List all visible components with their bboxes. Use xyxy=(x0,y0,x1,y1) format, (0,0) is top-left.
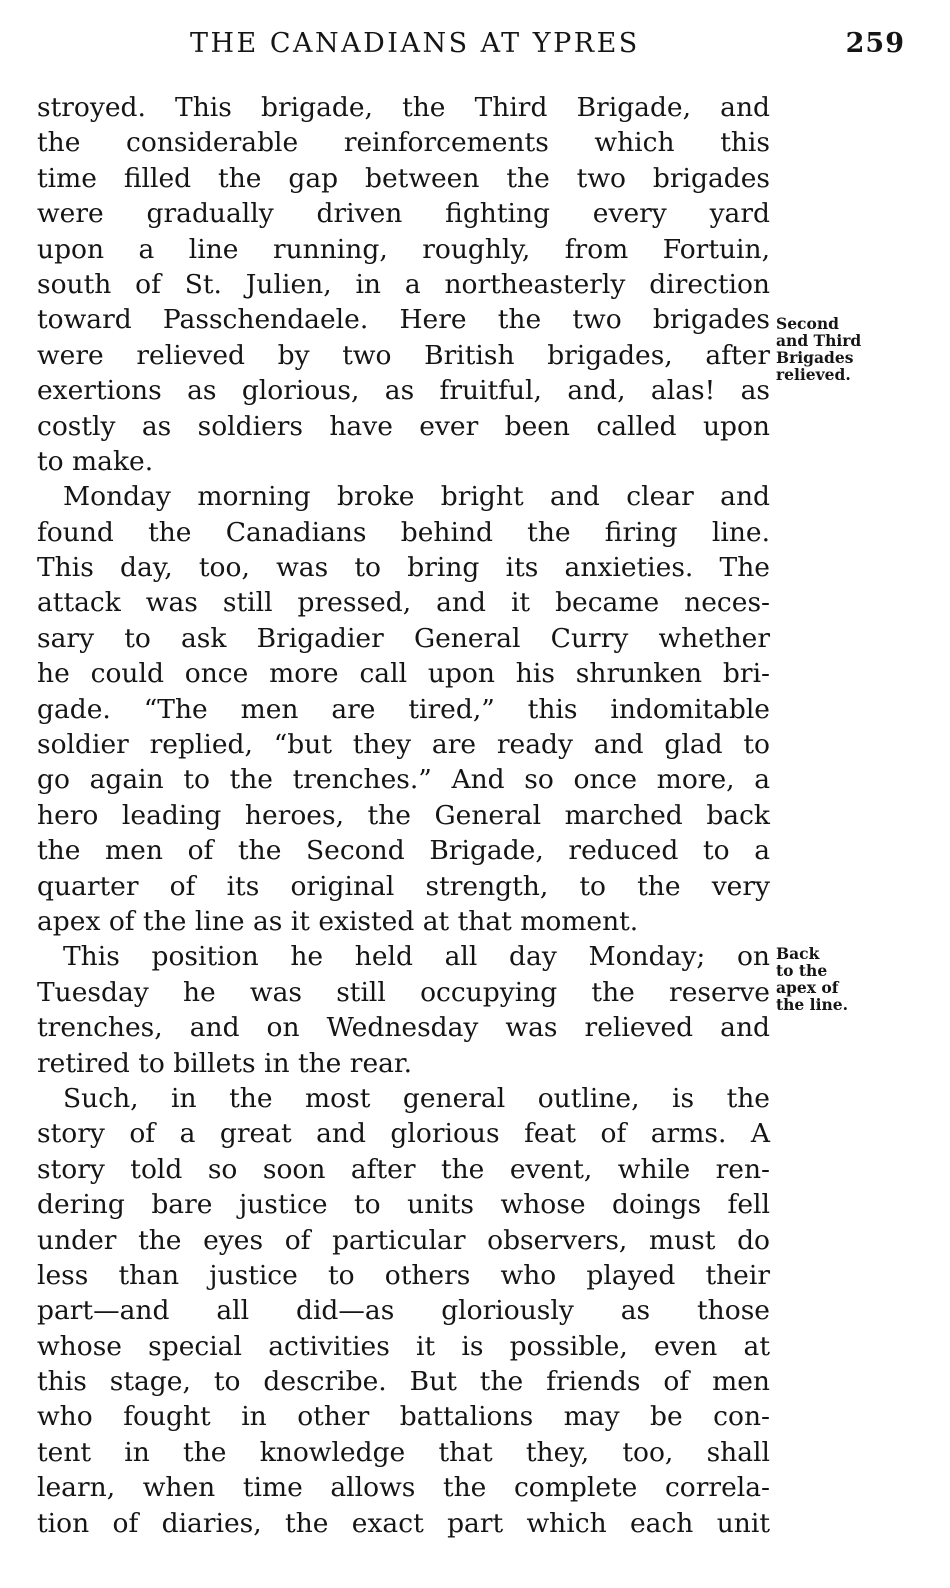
margin-note-line: Brigades xyxy=(776,348,854,367)
text-line: Monday morning broke bright and clear and xyxy=(63,481,770,513)
text-line: retired to billets in the rear. xyxy=(37,1047,413,1079)
paragraph xyxy=(37,1081,770,1541)
text-line: dering bare justice to units whose doings fell xyxy=(37,1189,770,1221)
page-number: 259 xyxy=(845,28,905,59)
text-line: were relieved by two British brigades, after xyxy=(37,339,770,371)
text-line: gade. “The men are tired,” this indomitable xyxy=(37,693,770,725)
text-line: This day, too, was to bring its anxieties. The xyxy=(37,552,770,584)
text-line: toward Passchendaele. Here the two brigades xyxy=(37,304,770,336)
text-line: who fought in other battalions may be con- xyxy=(37,1401,770,1433)
paragraph xyxy=(37,939,770,1081)
text-line: Such, in the most general outline, is the xyxy=(63,1082,770,1114)
margin-note-line: and Third xyxy=(776,331,862,350)
text-line: tent in the knowledge that they, too, shall xyxy=(37,1436,770,1468)
text-line: found the Canadians behind the firing line. xyxy=(37,516,770,548)
page-header xyxy=(190,28,905,64)
text-line: trenches, and on Wednesday was relieved and xyxy=(37,1012,770,1044)
text-line: the men of the Second Brigade, reduced to a xyxy=(37,835,770,867)
text-line: south of St. Julien, in a northeasterly direction xyxy=(37,268,770,300)
text-line: part—and all did—as gloriously as those xyxy=(37,1295,770,1327)
text-line: sary to ask Brigadier General Curry whether xyxy=(37,622,770,654)
text-line: less than justice to others who played their xyxy=(37,1259,770,1291)
text-line: he could once more call upon his shrunken bri- xyxy=(37,658,770,690)
text-line: quarter of its original strength, to the very xyxy=(37,870,770,902)
body-text xyxy=(37,90,770,1541)
text-line: were gradually driven fighting every yard xyxy=(37,198,770,230)
text-line: go again to the trenches.” And so once more, a xyxy=(37,764,770,796)
text-line: upon a line running, roughly, from Fortuin, xyxy=(37,233,770,265)
text-line: This position he held all day Monday; on xyxy=(63,941,770,973)
text-line: stroyed. This brigade, the Third Brigade, and xyxy=(37,92,770,123)
text-line: hero leading heroes, the General marched back xyxy=(37,799,770,831)
text-line: story of a great and glorious feat of arms. A xyxy=(37,1118,770,1150)
text-line: Tuesday he was still occupying the reserve xyxy=(37,976,770,1008)
text-line: the considerable reinforcements which this xyxy=(37,127,770,159)
text-line: this stage, to describe. But the friends of men xyxy=(37,1366,770,1398)
text-line: tion of diaries, the exact part which each unit xyxy=(37,1507,770,1539)
text-line: apex of the line as it existed at that moment. xyxy=(37,905,639,937)
margin-note-line: Second xyxy=(776,314,839,333)
text-line: time filled the gap between the two brigades xyxy=(37,162,770,194)
text-line: under the eyes of particular observers, must do xyxy=(37,1224,770,1256)
text-line: attack was still pressed, and it became neces- xyxy=(37,587,770,619)
margin-note-line: Back xyxy=(776,944,820,963)
margin-note-line: apex of xyxy=(776,978,839,997)
text-line: learn, when time allows the complete correla- xyxy=(37,1472,770,1504)
margin-note-back-to-apex xyxy=(776,945,916,1013)
paragraph xyxy=(37,479,770,939)
margin-note-line: to the xyxy=(776,961,828,980)
margin-note-line: relieved. xyxy=(776,365,851,384)
text-line: to make. xyxy=(37,445,154,477)
margin-note-line: the line. xyxy=(776,995,848,1014)
text-line: whose special activities it is possible, even at xyxy=(37,1330,770,1362)
running-head: THE CANADIANS AT YPRES xyxy=(190,28,640,59)
text-line: costly as soldiers have ever been called upon xyxy=(37,410,770,442)
text-line: exertions as glorious, as fruitful, and, alas! as xyxy=(37,375,770,407)
paragraph xyxy=(37,90,770,479)
text-line: story told so soon after the event, while ren- xyxy=(37,1153,770,1185)
margin-note-second-and-third-brigades xyxy=(776,315,916,383)
text-line: soldier replied, “but they are ready and glad to xyxy=(37,729,770,761)
